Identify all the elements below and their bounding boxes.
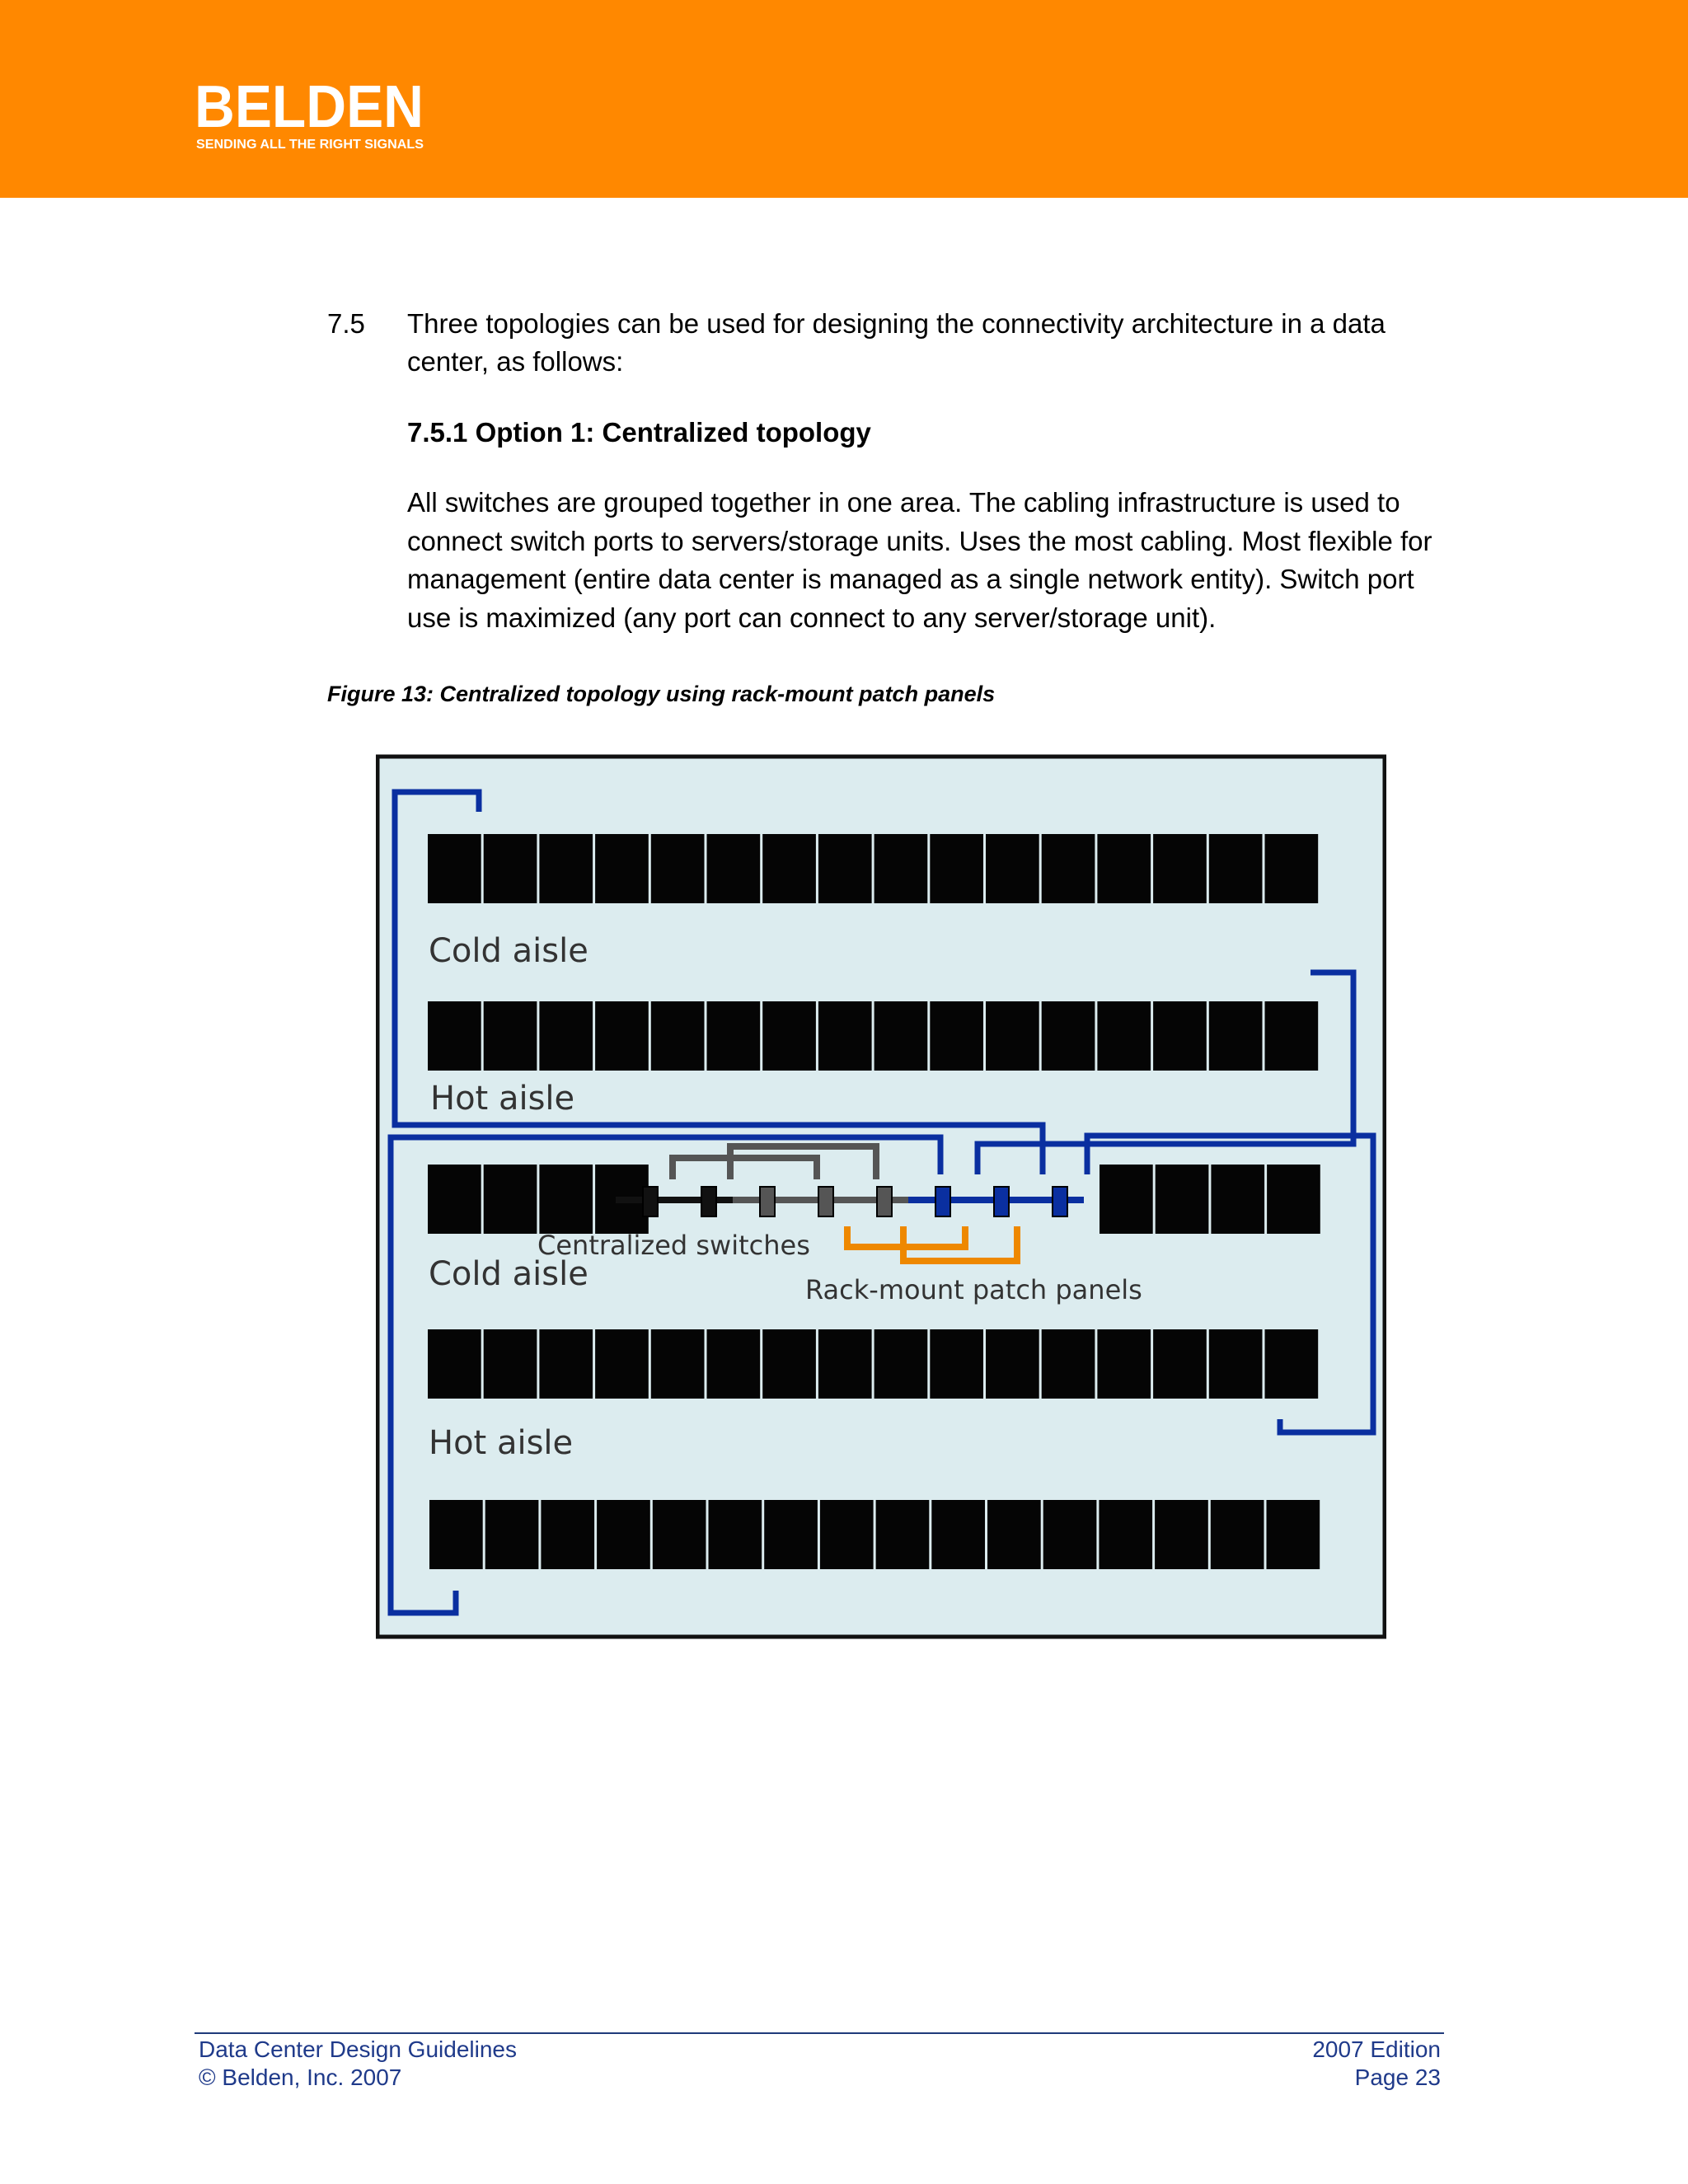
chain-unit <box>994 1187 1009 1216</box>
rack-cabinet <box>930 834 983 903</box>
chain-unit <box>877 1187 892 1216</box>
label-cold-aisle-1: Cold aisle <box>429 932 588 970</box>
chain-unit <box>1053 1187 1067 1216</box>
belden-logo <box>195 79 442 162</box>
logo-wordmark: BELDEN <box>195 79 424 140</box>
rack-cabinet <box>986 1001 1039 1071</box>
rack-cabinet <box>1042 834 1095 903</box>
rack-cabinet <box>1099 1500 1152 1569</box>
rack-cabinet <box>595 834 649 903</box>
rack-cabinet <box>1267 1500 1320 1569</box>
rack-cabinet <box>986 834 1039 903</box>
rack-cabinet <box>762 1329 816 1399</box>
footer-document-title: Data Center Design Guidelines <box>199 2036 517 2062</box>
rack-cabinet <box>707 834 761 903</box>
label-hot-aisle-1: Hot aisle <box>430 1080 575 1118</box>
rack-cabinet <box>818 834 872 903</box>
rack-cabinet <box>707 1001 761 1071</box>
rack-cabinet <box>818 1329 872 1399</box>
topology-diagram <box>376 754 1386 1639</box>
rack-cabinet <box>484 1165 537 1234</box>
rack-cabinet <box>484 834 537 903</box>
chain-unit <box>760 1187 775 1216</box>
chain-unit <box>818 1187 833 1216</box>
rack-cabinet <box>818 1001 872 1071</box>
footer-copyright: © Belden, Inc. 2007 <box>199 2064 402 2090</box>
rack-cabinet <box>874 834 928 903</box>
footer-rule <box>195 2032 1444 2034</box>
rack-cabinet <box>428 1329 481 1399</box>
rack-cabinet <box>1042 1001 1095 1071</box>
rack-cabinet <box>595 1001 649 1071</box>
rack-cabinet <box>597 1500 650 1569</box>
logo-tagline: SENDING ALL THE RIGHT SIGNALS <box>196 138 424 152</box>
rack-cabinet <box>539 834 593 903</box>
rack-cabinet <box>930 1329 983 1399</box>
section-intro: Three topologies can be used for designing the connectivity architecture in a data center, as follows: <box>407 308 1386 377</box>
label-centralized-switches: Centralized switches <box>537 1230 810 1261</box>
rack-cabinet <box>1211 1500 1264 1569</box>
figure-caption: Figure 13: Centralized topology using rack-mount patch panels <box>327 682 996 706</box>
rack-cabinet <box>1209 1329 1263 1399</box>
rack-cabinet <box>762 834 816 903</box>
rack-cabinet <box>986 1329 1039 1399</box>
rack-cabinet <box>428 834 481 903</box>
rack-cabinet <box>1100 1165 1153 1234</box>
rack-cabinet <box>1267 1165 1320 1234</box>
rack-cabinet <box>651 1329 705 1399</box>
rack-cabinet <box>762 1001 816 1071</box>
rack-cabinet <box>1153 834 1207 903</box>
rack-cabinet <box>539 1329 593 1399</box>
footer-edition: 2007 Edition <box>1312 2036 1441 2062</box>
rack-cabinet <box>987 1500 1041 1569</box>
rack-cabinet <box>651 1001 705 1071</box>
chain-unit <box>701 1187 716 1216</box>
rack-cabinet <box>484 1001 537 1071</box>
rack-cabinet <box>1097 1329 1151 1399</box>
footer-page-number: Page 23 <box>1354 2064 1441 2090</box>
chain-unit <box>643 1187 658 1216</box>
rack-cabinet <box>428 1165 481 1234</box>
rack-cabinet <box>931 1500 985 1569</box>
rack-cabinet <box>1153 1329 1207 1399</box>
rack-cabinet <box>484 1329 537 1399</box>
rack-cabinet <box>485 1500 539 1569</box>
rack-cabinet <box>1156 1165 1209 1234</box>
rack-cabinet <box>764 1500 818 1569</box>
rack-cabinet <box>876 1500 930 1569</box>
label-hot-aisle-2: Hot aisle <box>429 1424 574 1462</box>
rack-cabinet <box>429 1500 483 1569</box>
rack-cabinet <box>707 1329 761 1399</box>
footer-left <box>199 2036 517 2092</box>
rack-cabinet <box>1155 1500 1208 1569</box>
rack-cabinet <box>874 1329 928 1399</box>
rack-cabinet <box>595 1329 649 1399</box>
rack-cabinet <box>1042 1329 1095 1399</box>
section-number: 7.5 <box>327 308 365 339</box>
rack-cabinet <box>930 1001 983 1071</box>
rack-cabinet <box>541 1500 594 1569</box>
rack-cabinet <box>874 1001 928 1071</box>
rack-cabinet <box>1211 1165 1264 1234</box>
rack-cabinet <box>428 1001 481 1071</box>
rack-cabinet <box>1097 1001 1151 1071</box>
footer-right <box>1195 2036 1441 2092</box>
rack-cabinet <box>1097 834 1151 903</box>
rack-cabinet <box>539 1001 593 1071</box>
rack-cabinet <box>539 1165 593 1234</box>
rack-cabinet <box>1043 1500 1097 1569</box>
label-cold-aisle-2: Cold aisle <box>429 1255 588 1293</box>
rack-cabinet <box>1209 1001 1263 1071</box>
label-rack-mount-patch-panels: Rack-mount patch panels <box>805 1274 1142 1305</box>
rack-cabinet <box>820 1500 874 1569</box>
rack-cabinet <box>1209 834 1263 903</box>
rack-cabinet <box>1265 1329 1319 1399</box>
body-paragraph: All switches are grouped together in one area. The cabling infrastructure is used to connect switch ports to servers/storage units. Uses the most cabling. Most flexible for management (entire data center is managed as a single network entity). Switch port use is maximized (any port can connect to any server/storage unit). <box>407 487 1432 633</box>
chain-unit <box>935 1187 950 1216</box>
subsection-heading: 7.5.1 Option 1: Centralized topology <box>407 417 871 448</box>
rack-cabinet <box>1153 1001 1207 1071</box>
rack-cabinet <box>651 834 705 903</box>
rack-cabinet <box>653 1500 706 1569</box>
rack-cabinet <box>709 1500 762 1569</box>
rack-cabinet <box>1265 834 1319 903</box>
rack-cabinet <box>1265 1001 1319 1071</box>
